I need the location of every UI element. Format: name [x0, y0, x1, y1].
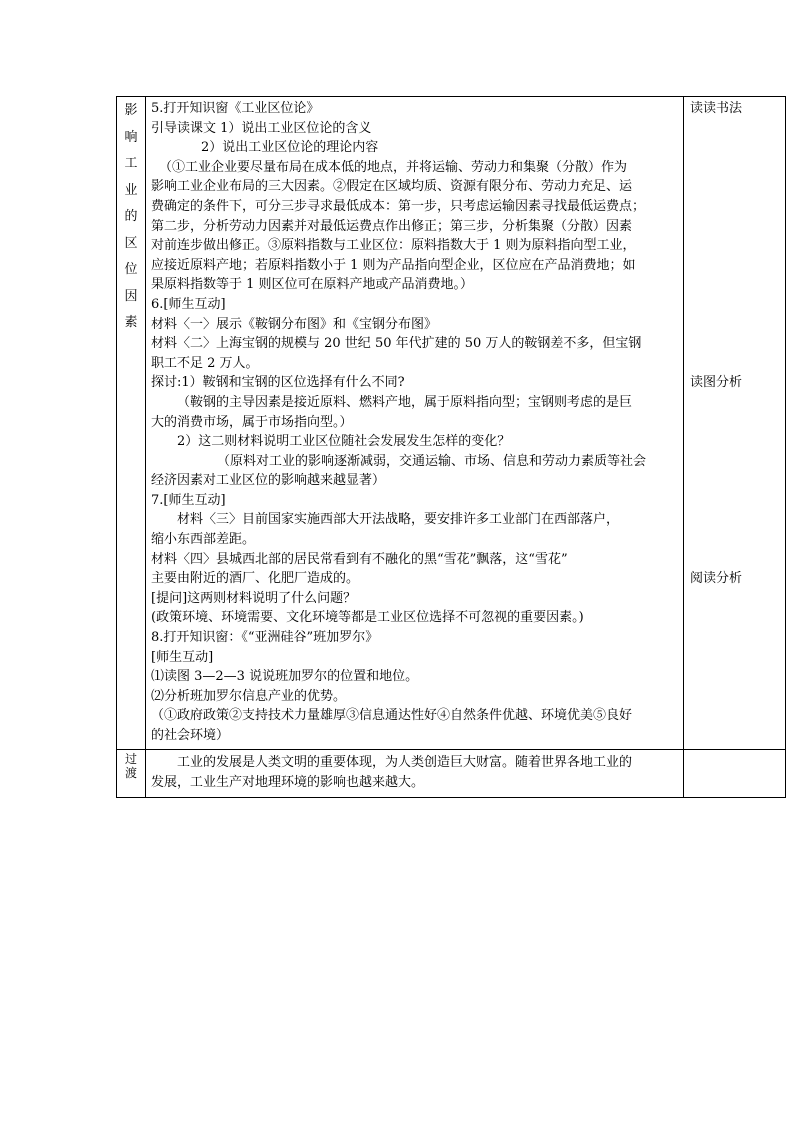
content-line: （原料对工业的影响逐渐减弱，交通运输、市场、信息和劳动力素质等社会: [217, 453, 647, 469]
lesson-plan-table: [116, 96, 786, 798]
content-line: 应接近原料产地；若原料指数小于 1 则为产品指向型企业，区位应在产品消费地；如: [151, 257, 636, 273]
table-row-industry-location: [117, 97, 786, 750]
content-line: （①政府政策②支持技术力量雄厚③信息通达性好④自然条件优越、环境优美⑤良好: [151, 708, 633, 724]
content-line: 经济因素对工业区位的影响越来越显著）: [151, 473, 386, 489]
heading-char: 业: [124, 182, 138, 198]
content-cell-industry-location: [146, 97, 684, 750]
heading-char: 因: [124, 288, 138, 304]
content-line: 材料〈一〉展示《鞍钢分布图》和《宝钢分布图》: [151, 316, 438, 332]
content-line: 引导读课文 1）说出工业区位论的含义: [151, 120, 372, 136]
heading-char: 响: [124, 129, 138, 145]
content-line: 大的消费市场，属于市场指向型。）: [151, 414, 353, 430]
content-line: 缩小东西部差距。: [151, 532, 256, 548]
content-line: 材料〈三〉目前国家实施西部大开法战略，要安排许多工业部门在西部落户，: [177, 512, 620, 528]
content-line: （鞍钢的主导因素是接近原料、燃料产地，属于原料指向型；宝钢则考虑的是巨: [177, 394, 633, 410]
teaching-method-label: 读读书法: [690, 101, 743, 116]
content-line: 主要由附近的酒厂、化肥厂造成的。: [151, 571, 360, 587]
content-line: ⑵分析班加罗尔信息产业的优势。: [151, 688, 347, 704]
content-line: 2）这二则材料说明工业区位随社会发展发生怎样的变化？: [177, 434, 511, 450]
content-cell-transition: [146, 749, 684, 797]
teaching-method-label: 读图分析: [690, 375, 743, 391]
heading-char: 的: [124, 209, 138, 224]
content-line: 工业的发展是人类文明的重要体现，为人类创造巨大财富。随着世界各地工业的: [177, 754, 633, 770]
content-line: 第二步，分析劳动力因素并对最低运费点作出修正；第三步，分析集聚（分散）因素: [151, 218, 633, 234]
content-line: 对前连步做出修正。③原料指数与工业区位：原料指数大于 1 则为原料指向型工业，: [151, 238, 636, 254]
content-line: 材料〈四〉县城西北部的居民常看到有不融化的黑“雪花”飘落，这“雪花”: [151, 551, 568, 567]
content-line: （①工业企业要尽量布局在成本低的地点，并将运输、劳动力和集聚（分散）作为: [159, 159, 628, 175]
method-cell: [684, 97, 786, 750]
row-heading-transition: [117, 749, 146, 797]
content-line: 影响工业企业布局的三大因素。②假定在区域均质、资源有限分布、劳动力充足、运: [151, 179, 633, 195]
content-line: 发展，工业生产对地理环境的影响也越来越大。: [151, 774, 425, 790]
content-line: 探讨:1）鞍钢和宝钢的区位选择有什么不同?: [151, 375, 405, 391]
heading-char: 位: [124, 262, 138, 277]
teaching-method-label: 阅读分析: [690, 571, 743, 587]
content-line: 的社会环境）: [151, 728, 230, 743]
table-row-transition: [117, 749, 786, 797]
content-line: 材料〈二〉上海宝钢的规模与 20 世纪 50 年代扩建的 50 万人的鞍钢差不多，但宝钢: [151, 336, 642, 352]
content-line: 果原料指数等于 1 则区位可在原料产地或产品消费地。）: [151, 277, 474, 293]
heading-char: 过: [124, 751, 137, 766]
heading-char: 影: [124, 103, 138, 118]
content-line: 8.打开知识窗：《“亚洲硅谷”班加罗尔》: [151, 630, 379, 646]
content-line: 6.[师生互动]: [151, 296, 226, 312]
method-cell-empty: [684, 749, 786, 797]
row-heading-influence-factors: [117, 97, 146, 750]
content-line: ⑴读图 3—2—3 说说班加罗尔的位置和地位。: [151, 669, 419, 685]
content-line: 职工不足 2 万人。: [151, 355, 259, 371]
content-line: [师生互动]: [151, 649, 214, 665]
content-line: [提问]这两则材料说明了什么问题？: [151, 590, 357, 606]
heading-char: 区: [124, 235, 138, 251]
content-line: 5.打开知识窗《工业区位论》: [151, 101, 320, 116]
heading-char: 工: [124, 156, 138, 171]
content-line: 2）说出工业区位论的理论内容: [201, 140, 379, 156]
heading-char: 素: [124, 315, 138, 330]
content-line: (政策环境、环境需要、文化环境等都是工业区位选择不可忽视的重要因素。): [151, 610, 584, 626]
content-line: 7.[师生互动]: [151, 492, 226, 508]
content-line: 费确定的条件下，可分三步寻求最低成本：第一步，只考虑运输因素寻找最低运费点；: [151, 198, 646, 214]
heading-char: 渡: [124, 765, 137, 780]
